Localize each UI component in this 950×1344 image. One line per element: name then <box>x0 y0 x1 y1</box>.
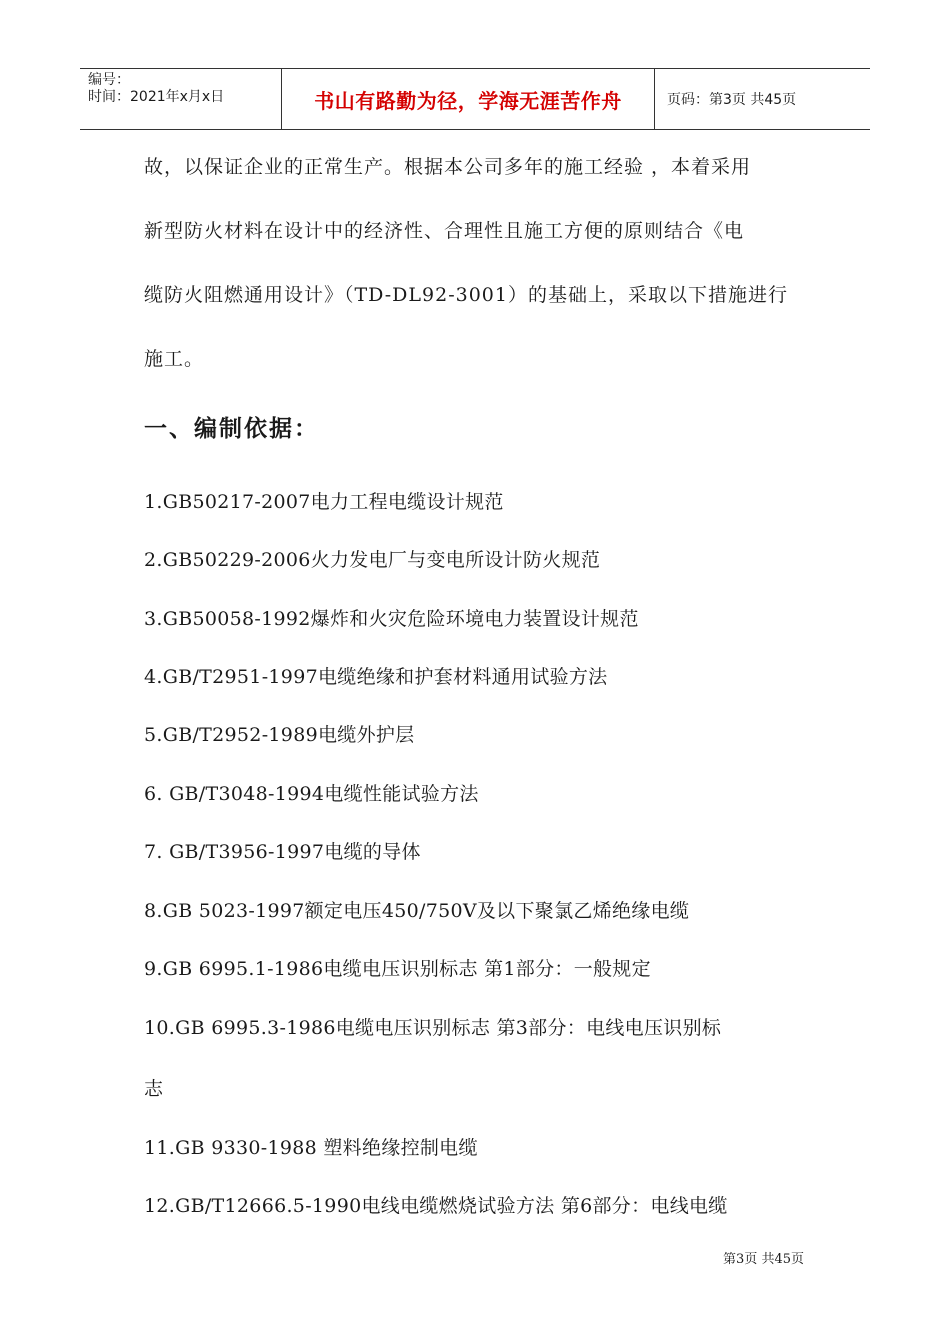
standard-item: 5.GB/T2952-1989电缆外护层 <box>144 724 415 746</box>
header-page-info <box>655 69 870 129</box>
standard-item: 2.GB50229-2006火力发电厂与变电所设计防火规范 <box>144 549 601 571</box>
standard-item: 12.GB/T12666.5-1990电线电缆燃烧试验方法 第6部分：电线电缆 <box>144 1195 728 1217</box>
page-footer: 第3页 共45页 <box>723 1252 804 1267</box>
standard-item: 3.GB50058-1992爆炸和火灾危险环境电力装置设计规范 <box>144 608 639 630</box>
motto-text: 书山有路勤为径，学海无涯苦作舟 <box>314 88 622 113</box>
standard-item: 6. GB/T3048-1994电缆性能试验方法 <box>144 783 479 805</box>
standard-item: 志 <box>144 1078 164 1100</box>
standard-item: 4.GB/T2951-1997电缆绝缘和护套材料通用试验方法 <box>144 666 608 688</box>
header-motto <box>282 69 655 129</box>
standard-item: 9.GB 6995.1-1986电缆电压识别标志 第1部分：一般规定 <box>144 958 651 980</box>
header-meta <box>80 69 282 129</box>
standard-item: 8.GB 5023-1997额定电压450/750V及以下聚氯乙烯绝缘电缆 <box>144 900 690 922</box>
document-time-label: 时间：2021年x月x日 <box>88 89 225 105</box>
standard-item: 10.GB 6995.3-1986电缆电压识别标志 第3部分：电线电压识别标 <box>144 1017 722 1039</box>
document-number-label: 编号： <box>88 72 130 88</box>
page-info-text: 页码：第3页 共45页 <box>667 92 797 108</box>
paragraph-line: 新型防火材料在设计中的经济性、合理性且施工方便的原则结合《电 <box>144 220 745 242</box>
page-header <box>80 68 870 130</box>
paragraph-line: 施工。 <box>144 348 205 370</box>
paragraph-line: 故，以保证企业的正常生产。根据本公司多年的施工经验 ，本着采用 <box>144 156 752 178</box>
standard-item: 7. GB/T3956-1997电缆的导体 <box>144 841 421 863</box>
section-heading: 一、编制依据： <box>144 416 319 442</box>
standard-item: 11.GB 9330-1988 塑料绝缘控制电缆 <box>144 1137 478 1159</box>
paragraph-line: 缆防火阻燃通用设计》（TD-DL92-3001）的基础上，采取以下措施进行 <box>144 284 788 306</box>
standard-item: 1.GB50217-2007电力工程电缆设计规范 <box>144 491 504 513</box>
